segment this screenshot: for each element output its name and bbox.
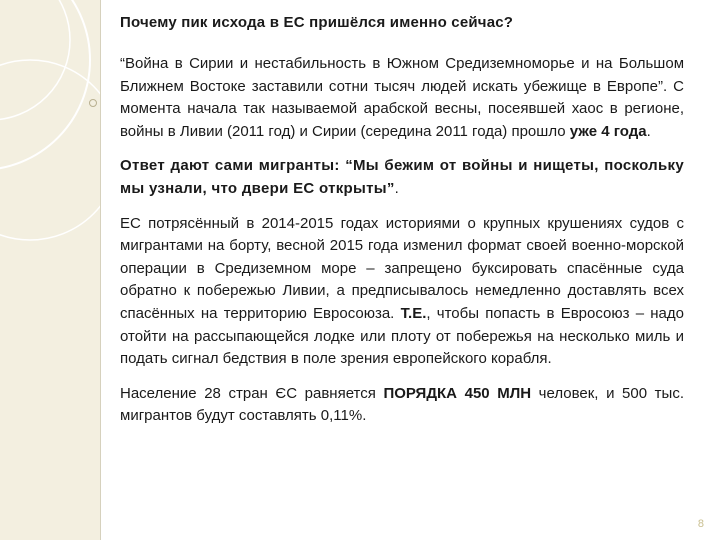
paragraph-text: “Война в Сирии и нестабильность в Южном Средиземноморье и на Большом Ближнем Востоке заставили сотни тысяч людей искать убежище в Европе”. С момента начала так называемой арабской весны, посеявшей хаос в регионе, войны в Ливии (2011 год) и Сирии (середина 2011 года) прошло [120,55,684,140]
paragraph-migrants-answer [120,155,684,200]
left-band-divider [100,0,101,540]
paragraph-text: Ответ дают сами мигранты: [120,157,346,175]
paragraph-syria-war [120,53,684,143]
migrants-quote: “Мы бежим от войны и нищеты, поскольку мы узнали, что двери ЕС открыты” [120,157,684,197]
paragraph-text: Население 28 стран ЄС равняется [120,384,384,402]
paragraph-text: ЕС потрясённый в 2014-2015 годах историями о крупных крушениях судов с мигрантами на борту, весной 2015 года изменил формат своей военно-морской операции в Средиземном море – запрещено буксировать спасённые суда обратно к побережью Ливии, а предписывалось немедленно доставлять всех спасённых на территорию Евросоюза. [120,214,684,322]
paragraph-bold-text: Т.Е. [400,304,427,322]
paragraph-bold-text: ПОРЯДКА 450 МЛН [383,384,532,402]
slide-content [120,14,684,428]
slide-title: Почему пик исхода в ЕС пришёлся именно сейчас? [120,14,514,31]
paragraph-text: . [394,179,400,197]
paragraph-eu-operation [120,213,684,371]
paragraph-bold-text: уже 4 года [569,122,647,140]
paragraph-text: , чтобы попасть в Евросоюз – надо отойти на рассыпающейся лодке или плоту от побережья на несколько миль и подать сигнал бедствия в поле зрения европейского корабля. [120,304,684,368]
paragraph-text: человек, и 500 тыс. мигрантов будут составлять 0,11%. [120,384,684,425]
paragraph-text: . [646,122,651,140]
page-number: 8 [697,518,704,530]
paragraph-population [120,383,684,428]
decorative-circles [0,0,100,260]
